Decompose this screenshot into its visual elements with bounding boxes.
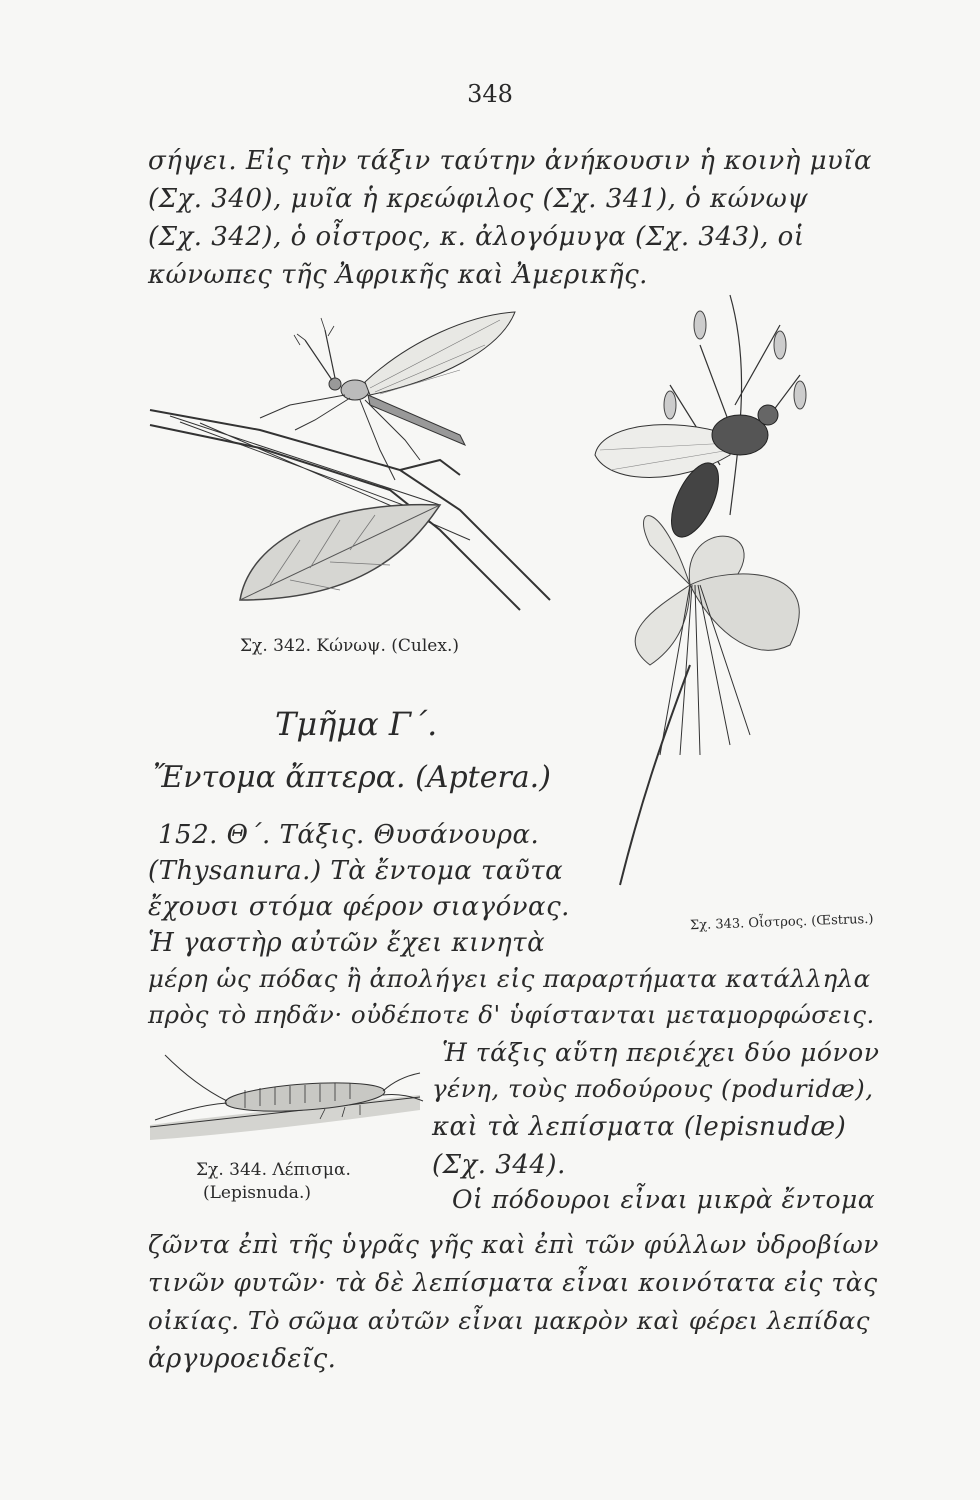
genera-line: καὶ τὰ λεπίσματα (lepisnudæ) xyxy=(432,1112,847,1142)
order-line: (Thysanura.) Τὰ ἔντομα ταῦτα xyxy=(148,856,564,886)
figure-344-caption: Σχ. 344. Λέπισμα. xyxy=(196,1160,351,1180)
intro-line: κώνωπες τῆς Ἀφρικῆς καὶ Ἀμερικῆς. xyxy=(148,260,648,290)
genera-line: γένη, τοὺς ποδούρους (poduridæ), xyxy=(432,1074,874,1103)
closing-line: οἰκίας. Τὸ σῶμα αὐτῶν εἶναι μακρὸν καὶ φέρει λεπίδας xyxy=(148,1306,870,1335)
figure-344-caption-latin: (Lepisnuda.) xyxy=(203,1183,311,1203)
order-line: πρὸς τὸ πηδᾶν· οὐδέποτε δ' ὑφίστανται μεταμορφώσεις. xyxy=(148,1000,875,1029)
closing-line: τινῶν φυτῶν· τὰ δὲ λεπίσματα εἶναι κοινότατα εἰς τὰς xyxy=(148,1268,878,1297)
order-line: 152. Θ΄. Τάξις. Θυσάνουρα. xyxy=(158,820,540,850)
order-line: μέρη ὡς πόδας ἢ ἀπολήγει εἰς παραρτήματα κατάλληλα xyxy=(148,964,871,993)
closing-line: ζῶντα ἐπὶ τῆς ὑγρᾶς γῆς καὶ ἐπὶ τῶν φύλλων ὑδροβίων xyxy=(148,1230,879,1259)
genera-line: Ἡ τάξις αὕτη περιέχει δύο μόνον xyxy=(442,1038,880,1067)
mosquito-illustration xyxy=(140,300,570,630)
intro-line: σήψει. Εἰς τὴν τάξιν ταύτην ἀνήκουσιν ἡ κοινὴ μυῖα xyxy=(148,146,873,176)
genera-line: (Σχ. 344). xyxy=(432,1150,566,1180)
order-line: ἔχουσι στόμα φέρον σιαγόνας. xyxy=(148,892,570,922)
intro-line: (Σχ. 342), ὁ οἶστρος, κ. ἀλογόμυγα (Σχ. 343), οἱ xyxy=(148,222,805,252)
silverfish-illustration xyxy=(145,1035,425,1155)
botfly-illustration xyxy=(580,285,870,895)
intro-line: (Σχ. 340), μυῖα ἡ κρεώφιλος (Σχ. 341), ὁ κώνωψ xyxy=(148,184,809,214)
order-line: Ἡ γαστὴρ αὐτῶν ἔχει κινητὰ xyxy=(148,928,546,958)
figure-342-caption: Σχ. 342. Κώνωψ. (Culex.) xyxy=(240,636,459,656)
figure-343-caption: Σχ. 343. Οἶστρος. (Œstrus.) xyxy=(689,911,874,934)
closing-line: ἀργυροειδεῖς. xyxy=(148,1344,337,1374)
section-title: Τμῆμα Γ΄. xyxy=(275,705,438,743)
section-subtitle: Ἔντομα ἄπτερα. (Aptera.) xyxy=(153,760,551,795)
closing-line: Οἱ πόδουροι εἶναι μικρὰ ἔντομα xyxy=(452,1185,876,1214)
page-number: 348 xyxy=(467,80,513,108)
